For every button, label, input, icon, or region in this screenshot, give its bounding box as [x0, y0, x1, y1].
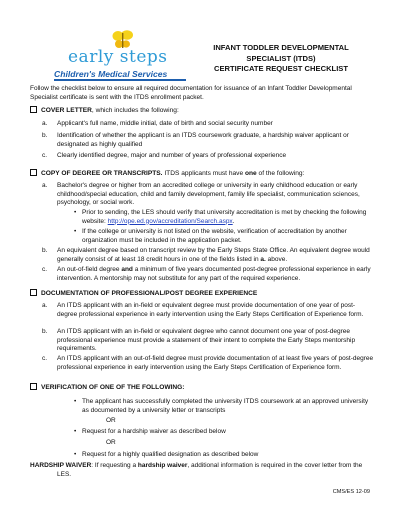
title-line: CERTIFICATE REQUEST CHECKLIST: [213, 64, 349, 73]
section-experience: [30, 289, 257, 298]
emphasis-a: a.: [260, 255, 266, 263]
bullet-icon: •: [74, 228, 77, 235]
accreditation-link[interactable]: http://ope.ed.gov/accreditation/Search.aspx: [107, 217, 233, 225]
list-item-text-end: above.: [265, 255, 288, 263]
list-marker: b.: [42, 132, 48, 139]
document-title: [200, 43, 362, 75]
logo-wordmark: early steps: [68, 47, 168, 67]
hardship-waiver-note: [30, 462, 377, 479]
early-steps-logo: [54, 30, 186, 80]
list-item-text: Applicant's full name, middle initial, date of birth and social security number: [57, 120, 273, 127]
list-item: [42, 152, 375, 161]
or-separator: OR: [106, 417, 116, 424]
bullet-item: [74, 228, 375, 245]
list-marker: c.: [42, 355, 48, 362]
bullet-text: Prior to sending, the LES should verify that university accreditation is met by checking the following website:: [82, 209, 367, 225]
section-heading: VERIFICATION OF ONE OF THE FOLLOWING:: [41, 384, 185, 391]
bullet-text: If the college or university is not listed on the website, verification of accreditation by another organization must be included in the application packet.: [82, 228, 347, 244]
hardship-text: : If requesting a: [91, 462, 138, 469]
list-item: [42, 266, 375, 283]
form-code: CMS/ES 12-09: [332, 489, 370, 495]
intro-paragraph: Follow the checklist below to ensure all required documentation for issuance of an Infant Toddler Developmental Specialist certificate is sent with the ITDS enrollment packet.: [30, 85, 352, 101]
bullet-icon: •: [74, 209, 77, 216]
list-item-text: An equivalent degree based on transcript review by the Early Steps State Office. An equivalent degree would generally consist of at least 18 credit hours in one of the fields listed in: [57, 247, 370, 263]
checkbox-icon[interactable]: [30, 169, 37, 176]
list-item-text: Clearly identified degree, major and number of years of professional experience: [57, 152, 287, 159]
list-marker: c.: [42, 152, 48, 159]
hardship-text-end: , additional information is required in the cover letter from the LES.: [57, 462, 363, 478]
bullet-icon: •: [74, 451, 77, 458]
bullet-item: [74, 209, 375, 226]
checkbox-icon[interactable]: [30, 106, 37, 113]
list-item: [42, 182, 375, 208]
list-marker: c.: [42, 266, 48, 273]
list-item: [42, 355, 375, 372]
bullet-icon: •: [74, 398, 77, 405]
bullet-item: [74, 451, 375, 460]
emphasis-one: one: [244, 170, 257, 177]
list-marker: b.: [42, 247, 48, 254]
list-item: [42, 132, 375, 149]
logo-underline: [54, 79, 186, 81]
section-heading-tail: of the following:: [256, 170, 305, 177]
bullet-text-end: .: [232, 217, 235, 225]
bullet-text: Request for a highly qualified designation as described below: [82, 451, 259, 458]
logo-tagline: Children's Medical Services: [54, 69, 186, 79]
list-item-text: An out-of-field degree: [57, 266, 122, 273]
section-heading: COVER LETTER: [41, 107, 92, 114]
hardship-emphasis: hardship waiver: [137, 462, 188, 469]
list-marker: a.: [42, 120, 48, 127]
list-item-text: Bachelor's degree or higher from an accredited college or university in early childhood education or early childhood/special education, child and family development, family life specialist, communication sciences, psychology, or social work.: [57, 182, 360, 207]
bullet-item: [74, 398, 375, 415]
list-item-text-end: a minimum of five years documented post-degree professional experience in early intervention. A mentorship may not substitute for any part of the required experience.: [57, 266, 371, 282]
list-item-text: An ITDS applicant with an in-field or equivalent degree who cannot document one year of post-degree professional experience must provide a statement of their intent to complete the Early Steps mentorship requirements.: [57, 328, 356, 353]
list-item: [42, 302, 375, 319]
hardship-heading: HARDSHIP WAIVER: [30, 462, 92, 469]
list-item: [42, 247, 375, 264]
emphasis-and: and: [121, 266, 133, 273]
section-verification: [30, 383, 184, 392]
list-item: [42, 120, 375, 129]
list-marker: a.: [42, 302, 48, 309]
list-marker: a.: [42, 182, 48, 189]
section-heading-rest: ITDS applicants must have: [162, 170, 245, 177]
section-heading-rest: , which includes the following:: [91, 107, 179, 114]
title-line: INFANT TODDLER DEVELOPMENTAL: [213, 43, 349, 52]
list-item: [42, 328, 375, 354]
bullet-text: The applicant has successfully completed the university ITDS coursework at an approved university as documented by a university letter or transcripts: [82, 398, 369, 414]
bullet-text: Request for a hardship waiver as described below: [82, 428, 226, 435]
list-item-text: Identification of whether the applicant is an ITDS coursework graduate, a hardship waiver applicant or designated as highly qualified: [57, 132, 349, 148]
list-item-text: An ITDS applicant with an out-of-field degree must provide documentation of at least five years of post-degree professional experience in early intervention using the Early Steps Certification of Experience form.: [57, 355, 374, 371]
list-item-text: An ITDS applicant with an in-field or equivalent degree must provide documentation of one year of post-degree professional experience in early intervention using the Early Steps Certification of Experience form.: [57, 302, 364, 318]
bullet-icon: •: [74, 428, 77, 435]
section-cover-letter: [30, 106, 179, 115]
title-line: SPECIALIST (ITDS): [246, 53, 316, 63]
section-heading: DOCUMENTATION OF PROFESSIONAL/POST DEGREE EXPERIENCE: [41, 290, 258, 297]
checkbox-icon[interactable]: [30, 383, 37, 390]
checkbox-icon[interactable]: [30, 289, 37, 296]
section-degree: [30, 169, 304, 178]
list-marker: b.: [42, 328, 48, 335]
or-separator: OR: [106, 439, 116, 446]
bullet-item: [74, 428, 375, 437]
section-heading: COPY OF DEGREE OR TRANSCRIPTS.: [41, 170, 163, 177]
